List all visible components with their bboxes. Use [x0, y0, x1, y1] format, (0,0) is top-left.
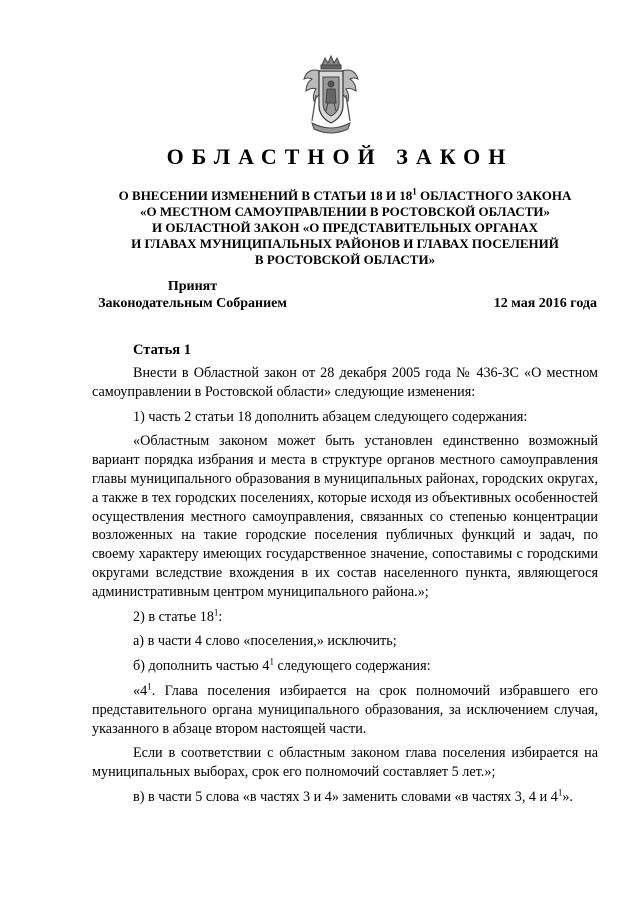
item-v-text: в) в части 5 слова «в частях 3 и 4» заменить словами «в частях 3, 4 и 4	[133, 788, 558, 805]
subtitle-line-2: «О МЕСТНОМ САМОУПРАВЛЕНИИ В РОСТОВСКОЙ ОБЛАСТИ»	[140, 204, 550, 219]
paragraph-item-b	[92, 657, 598, 676]
part-4-1-text: . Глава поселения избирается на срок полномочий избравшего его представительного органа муниципального образования, за исключением случая, указанного в абзаце втором настоящей части.	[92, 682, 598, 737]
article-heading: Статья 1	[133, 342, 191, 358]
adoption-block	[95, 278, 290, 312]
superscript: 1	[557, 787, 563, 798]
item-b-text: б) дополнить частью 4	[133, 658, 270, 675]
paragraph-term: Если в соответствии с областным законом глава поселения избирается на муниципальных выборах, срок его полномочий составляет 5 лет.»;	[92, 745, 598, 781]
subtitle-line-1	[95, 188, 595, 204]
item-2-tail: :	[218, 608, 223, 625]
paragraph-intro: Внести в Областной закон от 28 декабря 2005 года № 436-ЗС «О местном самоуправлении в Ростовской области» следующие изменения:	[92, 365, 598, 400]
adopted-by: Законодательным Собранием	[98, 296, 287, 311]
subtitle-line-1-text: О ВНЕСЕНИИ ИЗМЕНЕНИЙ В СТАТЬИ 18 И 18	[118, 188, 413, 203]
adopted-label: Принят	[167, 279, 218, 294]
subtitle-line-1-tail: ОБЛАСТНОГО ЗАКОНА	[416, 188, 572, 203]
item-2-text: 2) в статье 18	[133, 608, 214, 625]
law-subtitle	[95, 188, 595, 268]
superscript: 1	[412, 186, 417, 197]
paragraph-item-a: а) в части 4 слово «поселения,» исключить;	[133, 633, 397, 650]
subtitle-line-3: И ОБЛАСТНОЙ ЗАКОН «О ПРЕДСТАВИТЕЛЬНЫХ ОРГАНАХ	[152, 220, 538, 235]
item-b-tail: следующего содержания:	[273, 658, 431, 675]
superscript: 1	[269, 656, 274, 667]
adoption-date: 12 мая 2016 года	[493, 296, 597, 311]
paragraph-item-1: 1) часть 2 статьи 18 дополнить абзацем следующего содержания:	[133, 408, 528, 425]
superscript: 1	[147, 681, 152, 692]
item-v-tail: ».	[562, 788, 573, 805]
paragraph-part-4-1	[92, 682, 598, 738]
subtitle-line-5: В РОСТОВСКОЙ ОБЛАСТИ»	[254, 252, 436, 267]
superscript: 1	[213, 606, 219, 617]
paragraph-item-v	[92, 788, 598, 807]
paragraph-quoted-text: «Областным законом может быть установлен единственно возможный вариант порядка избрания и места в структуре органов местного самоуправления главы муниципального образования в муниципальных районах, городских округах, а также в тех городских поселениях, которые исходя из объективных особенностей осуществления местного самоуправления, связанных со степенью концентрации возложенных на такие городские поселения публичных функций и задач, по своему характеру имеющих государственное значение, сопоставимы с городскими округами вследствие вхождения в их состав населенного пункта, являющегося административным центром муниципального района.»;	[92, 433, 598, 600]
law-title: ОБЛАСТНОЙ ЗАКОН	[166, 144, 514, 169]
paragraph-item-2	[92, 608, 598, 627]
coat-of-arms-emblem-icon	[302, 55, 360, 137]
subtitle-line-4: И ГЛАВАХ МУНИЦИПАЛЬНЫХ РАЙОНОВ И ГЛАВАХ ПОСЕЛЕНИЙ	[131, 236, 559, 251]
article-body	[92, 364, 598, 813]
part-4-1-number: «4	[133, 682, 148, 699]
